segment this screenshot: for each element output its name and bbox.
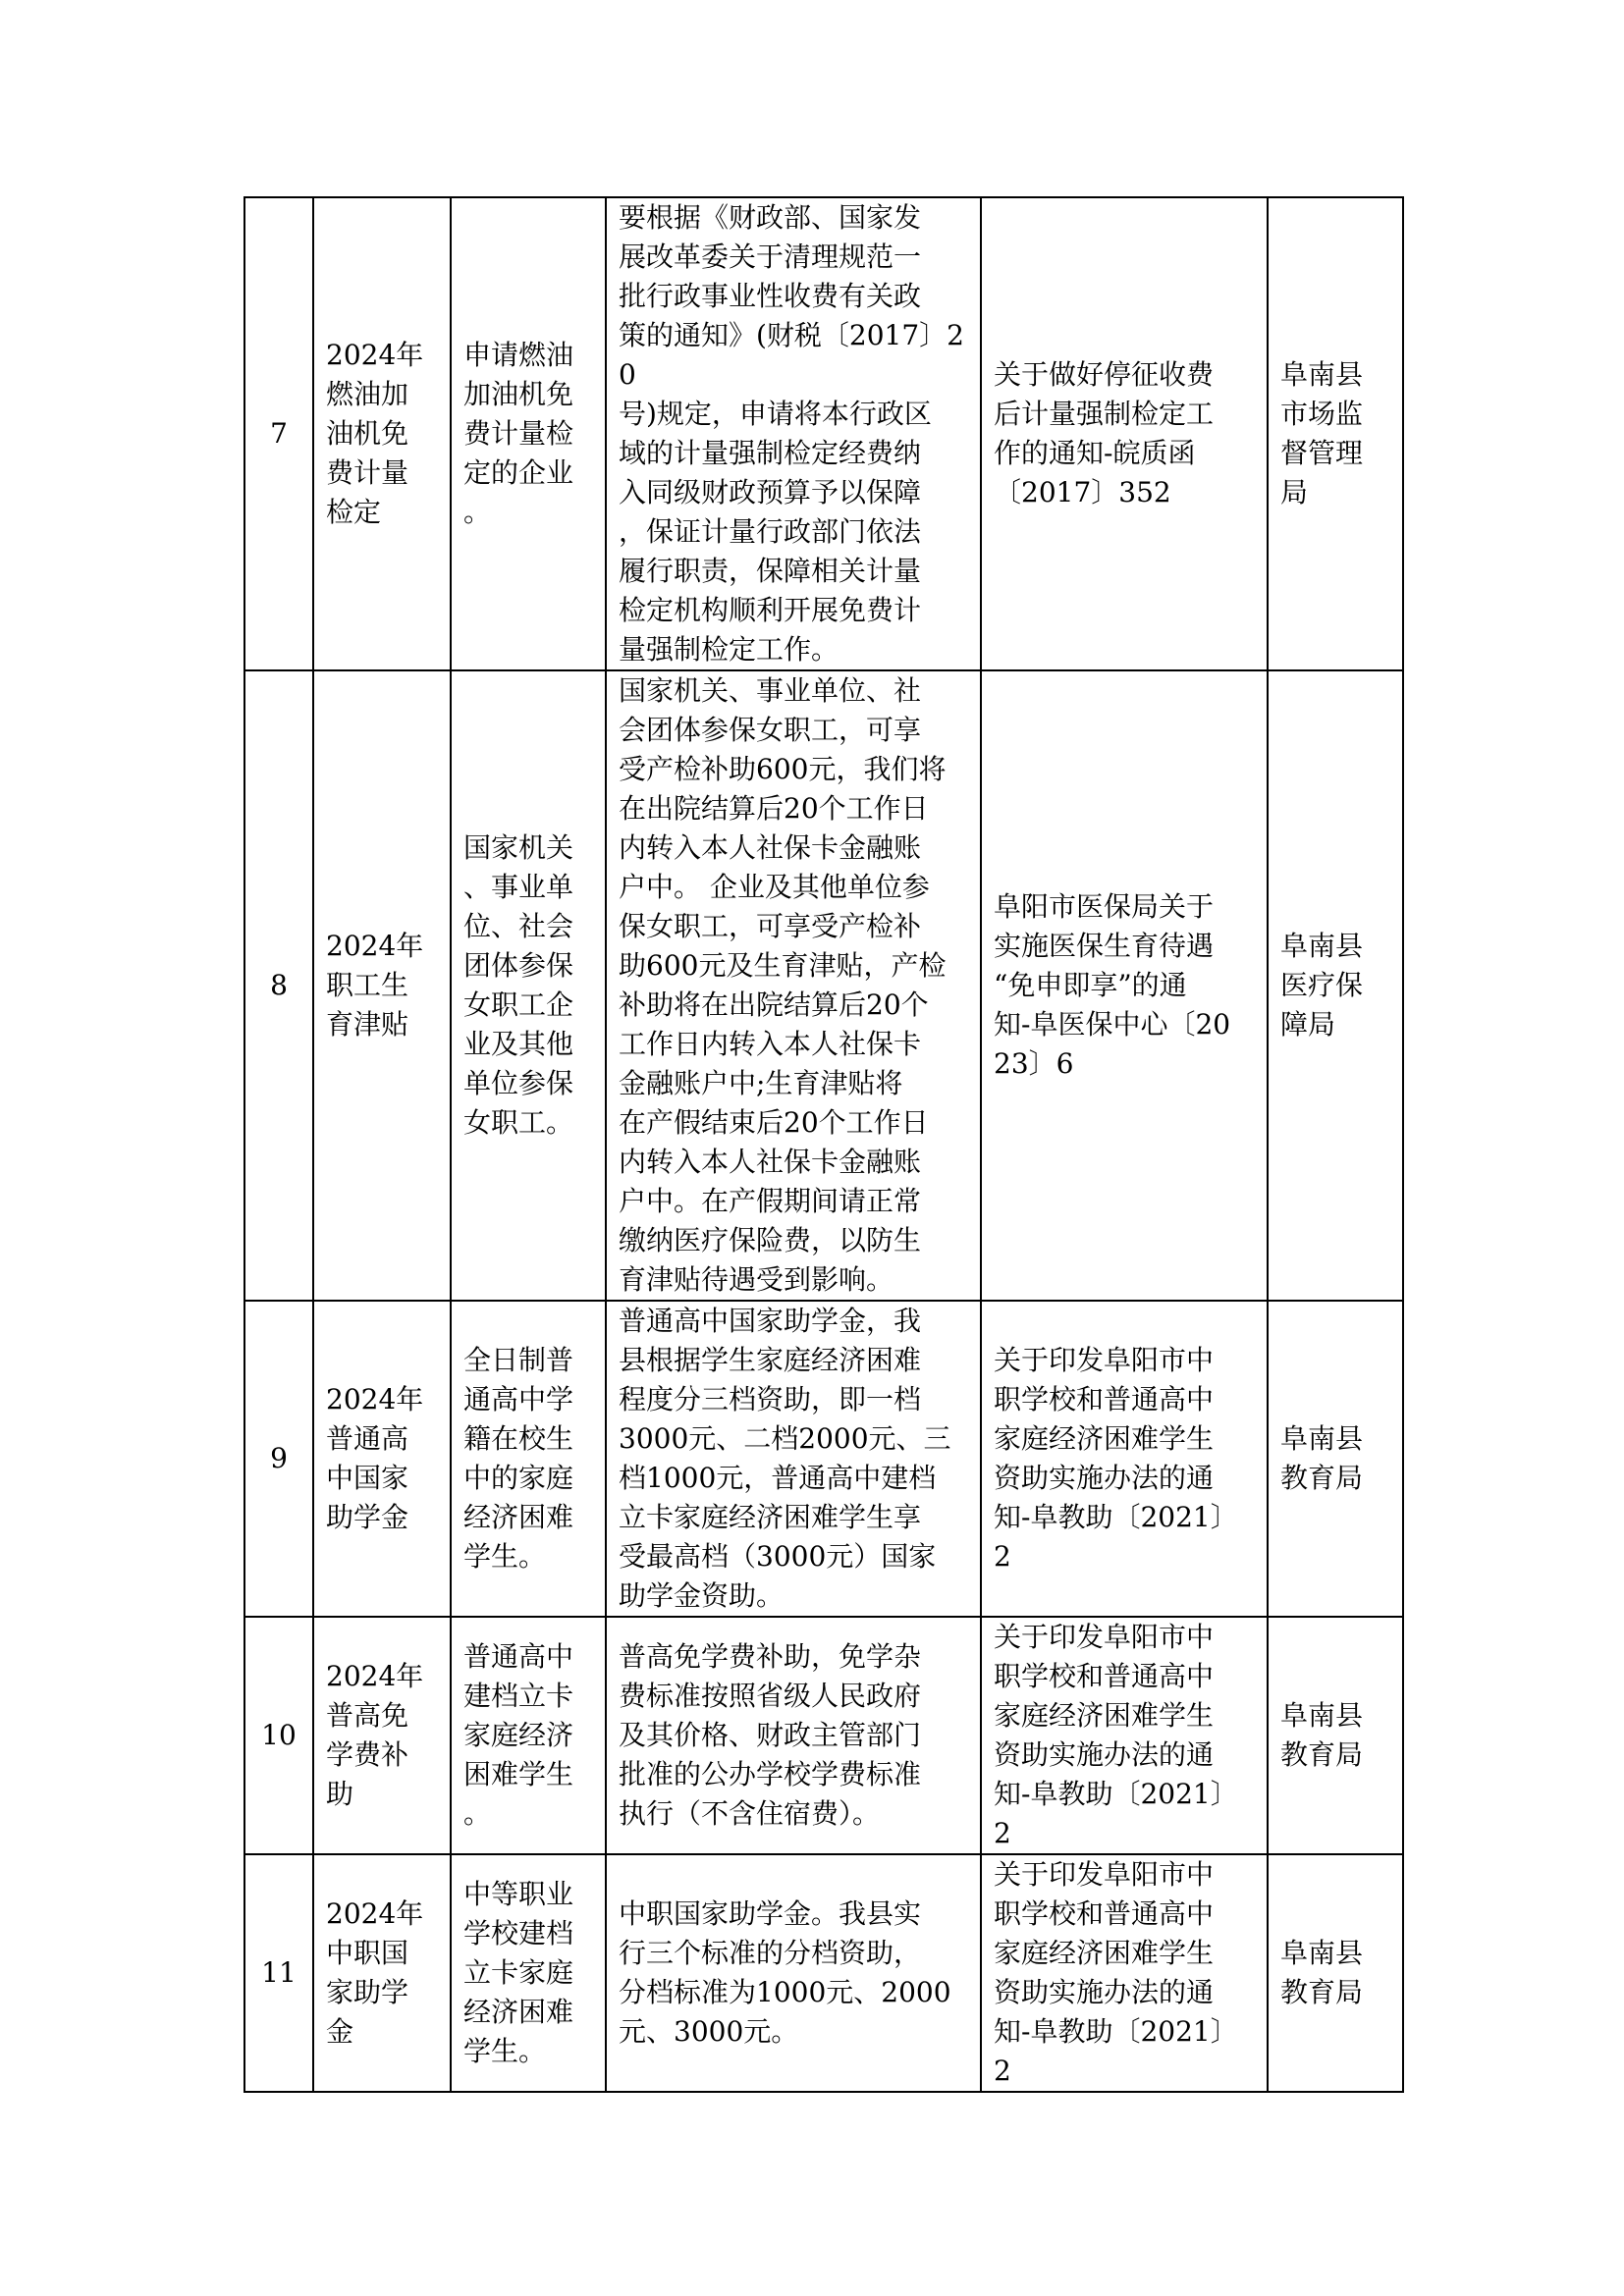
policy-basis: 阜阳市医保局关于 实施医保生育待遇 “免申即享”的通 知-阜医保中心〔20 23〕6 (981, 670, 1268, 1301)
subsidy-standard: 要根据《财政部、国家发 展改革委关于清理规范一 批行政事业性收费有关政 策的通知》(财税〔2017〕20 号)规定，申请将本行政区 域的计量强制检定经费纳 入同级财政预算予以保障 ，保证计量行政部门依法 履行职责，保障相关计量 检定机构顺利开展免费计 量强制检定工作。 (606, 197, 981, 670)
row-number: 11 (244, 1854, 313, 2092)
row-number: 9 (244, 1301, 313, 1617)
item-name: 2024年 中职国 家助学 金 (313, 1854, 451, 2092)
responsible-department: 阜南县 教育局 (1268, 1617, 1403, 1854)
policy-basis: 关于印发阜阳市中 职学校和普通高中 家庭经济困难学生 资助实施办法的通 知-阜教助〔2021〕 2 (981, 1854, 1268, 2092)
subsidy-standard: 国家机关、事业单位、社 会团体参保女职工，可享 受产检补助600元，我们将 在出院结算后20个工作日 内转入本人社保卡金融账 户中。 企业及其他单位参 保女职工，可享受产检补 助600元及生育津贴，产检 补助将在出院结算后20个 工作日内转入本人社保卡 金融账户中;生育津贴将 在产假结束后20个工作日 内转入本人社保卡金融账 户中。在产假期间请正常 缴纳医疗保险费，以防生 育津贴待遇受到影响。 (606, 670, 981, 1301)
responsible-department: 阜南县 医疗保 障局 (1268, 670, 1403, 1301)
row-number: 7 (244, 197, 313, 670)
item-name: 2024年 燃油加 油机免 费计量 检定 (313, 197, 451, 670)
table-row (244, 197, 1403, 670)
table-row (244, 1301, 1403, 1617)
target-group: 普通高中 建档立卡 家庭经济 困难学生 。 (451, 1617, 606, 1854)
table-row (244, 1617, 1403, 1854)
subsidy-standard: 普通高中国家助学金，我 县根据学生家庭经济困难 程度分三档资助，即一档 3000元、二档2000元、三 档1000元，普通高中建档 立卡家庭经济困难学生享 受最高档（3000元）国家 助学金资助。 (606, 1301, 981, 1617)
policy-table (244, 196, 1404, 2093)
target-group: 全日制普 通高中学 籍在校生 中的家庭 经济困难 学生。 (451, 1301, 606, 1617)
subsidy-standard: 中职国家助学金。我县实 行三个标准的分档资助， 分档标准为1000元、2000 元、3000元。 (606, 1854, 981, 2092)
table-row (244, 1854, 1403, 2092)
item-name: 2024年 普高免 学费补 助 (313, 1617, 451, 1854)
target-group: 申请燃油 加油机免 费计量检 定的企业 。 (451, 197, 606, 670)
policy-basis: 关于印发阜阳市中 职学校和普通高中 家庭经济困难学生 资助实施办法的通 知-阜教助〔2021〕 2 (981, 1617, 1268, 1854)
subsidy-standard: 普高免学费补助，免学杂 费标准按照省级人民政府 及其价格、财政主管部门 批准的公办学校学费标准 执行（不含住宿费）。 (606, 1617, 981, 1854)
row-number: 8 (244, 670, 313, 1301)
responsible-department: 阜南县 教育局 (1268, 1301, 1403, 1617)
policy-basis: 关于做好停征收费 后计量强制检定工 作的通知-皖质函 〔2017〕352 (981, 197, 1268, 670)
responsible-department: 阜南县 教育局 (1268, 1854, 1403, 2092)
responsible-department: 阜南县 市场监 督管理 局 (1268, 197, 1403, 670)
item-name: 2024年 职工生 育津贴 (313, 670, 451, 1301)
target-group: 国家机关 、事业单 位、社会 团体参保 女职工企 业及其他 单位参保 女职工。 (451, 670, 606, 1301)
policy-basis: 关于印发阜阳市中 职学校和普通高中 家庭经济困难学生 资助实施办法的通 知-阜教助〔2021〕 2 (981, 1301, 1268, 1617)
target-group: 中等职业 学校建档 立卡家庭 经济困难 学生。 (451, 1854, 606, 2092)
table-row (244, 670, 1403, 1301)
row-number: 10 (244, 1617, 313, 1854)
item-name: 2024年 普通高 中国家 助学金 (313, 1301, 451, 1617)
